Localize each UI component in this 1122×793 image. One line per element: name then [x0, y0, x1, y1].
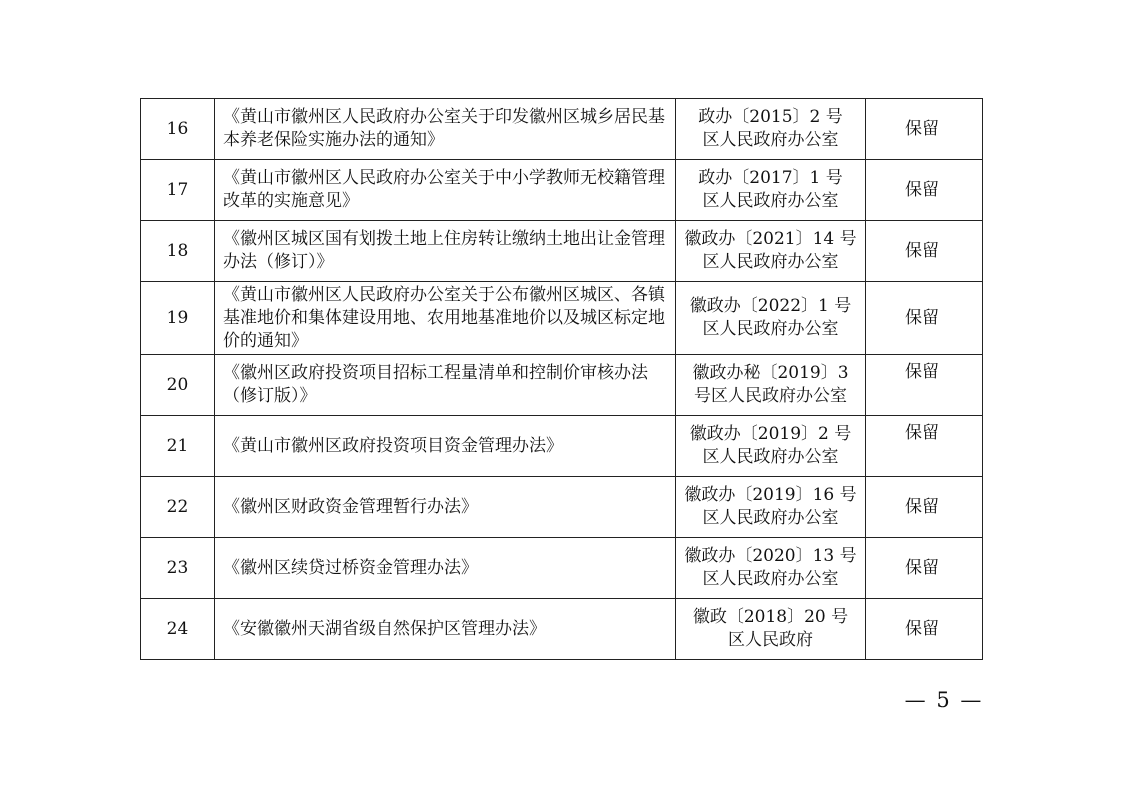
table-row: [141, 221, 983, 282]
status-cell: 保留: [866, 538, 983, 599]
document-title: 《黄山市徽州区政府投资项目资金管理办法》: [215, 416, 676, 477]
row-number: 17: [141, 160, 215, 221]
document-number: [676, 355, 866, 416]
document-number: [676, 221, 866, 282]
document-number: [676, 99, 866, 160]
table-row: [141, 538, 983, 599]
row-number: 20: [141, 355, 215, 416]
issuing-office: 区人民政府办公室: [702, 319, 839, 339]
document-number-line: 徽政办〔2021〕14 号: [684, 229, 857, 249]
row-number: 21: [141, 416, 215, 477]
status-cell: 保留: [866, 599, 983, 660]
issuing-office: 区人民政府办公室: [702, 447, 839, 467]
table-row: [141, 599, 983, 660]
table-row: [141, 416, 983, 477]
issuing-office: 区人民政府: [728, 630, 813, 650]
document-number-line: 徽政办〔2019〕16 号: [684, 485, 857, 505]
issuing-office: 区人民政府办公室: [702, 569, 839, 589]
issuing-office: 号区人民政府办公室: [694, 386, 847, 406]
document-number-line: 徽政办〔2022〕1 号: [689, 296, 852, 316]
status-cell: 保留: [866, 221, 983, 282]
document-title: 《黄山市徽州区人民政府办公室关于印发徽州区城乡居民基本养老保险实施办法的通知》: [215, 99, 676, 160]
row-number: 23: [141, 538, 215, 599]
document-title: 《安徽徽州天湖省级自然保护区管理办法》: [215, 599, 676, 660]
table-row: [141, 282, 983, 355]
issuing-office: 区人民政府办公室: [702, 508, 839, 528]
status-cell: 保留: [866, 477, 983, 538]
status-cell: 保留: [866, 282, 983, 355]
document-title: 《徽州区政府投资项目招标工程量清单和控制价审核办法（修订版）》: [215, 355, 676, 416]
document-number: [676, 282, 866, 355]
document-title: 《徽州区续贷过桥资金管理办法》: [215, 538, 676, 599]
row-number: 22: [141, 477, 215, 538]
issuing-office: 区人民政府办公室: [702, 252, 839, 272]
document-number-line: 政办〔2015〕2 号: [698, 107, 843, 127]
row-number: 19: [141, 282, 215, 355]
document-number-line: 徽政〔2018〕20 号: [692, 607, 849, 627]
page-number: — 5 —: [904, 688, 984, 712]
table-row: [141, 477, 983, 538]
document-title: 《徽州区财政资金管理暂行办法》: [215, 477, 676, 538]
document-number-line: 徽政办〔2019〕2 号: [689, 424, 852, 444]
table-row: [141, 355, 983, 416]
row-number: 16: [141, 99, 215, 160]
document-title: 《徽州区城区国有划拨土地上住房转让缴纳土地出让金管理办法（修订）》: [215, 221, 676, 282]
table-row: [141, 160, 983, 221]
document-number-line: 徽政办〔2020〕13 号: [684, 546, 857, 566]
status-cell: 保留: [866, 99, 983, 160]
row-number: 24: [141, 599, 215, 660]
status-cell: 保留: [866, 160, 983, 221]
status-cell: 保留: [866, 416, 983, 477]
table-row: [141, 99, 983, 160]
document-number-line: 徽政办秘〔2019〕3: [692, 363, 849, 383]
status-cell: 保留: [866, 355, 983, 416]
document-number: [676, 416, 866, 477]
document-title: 《黄山市徽州区人民政府办公室关于公布徽州区城区、各镇基准地价和集体建设用地、农用地基准地价以及城区标定地价的通知》: [215, 282, 676, 355]
document-number: [676, 538, 866, 599]
document-number: [676, 599, 866, 660]
document-number: [676, 160, 866, 221]
issuing-office: 区人民政府办公室: [702, 191, 839, 211]
document-number-line: 政办〔2017〕1 号: [698, 168, 843, 188]
document-number: [676, 477, 866, 538]
document-title: 《黄山市徽州区人民政府办公室关于中小学教师无校籍管理改革的实施意见》: [215, 160, 676, 221]
regulations-table: [140, 98, 983, 660]
row-number: 18: [141, 221, 215, 282]
issuing-office: 区人民政府办公室: [702, 130, 839, 150]
